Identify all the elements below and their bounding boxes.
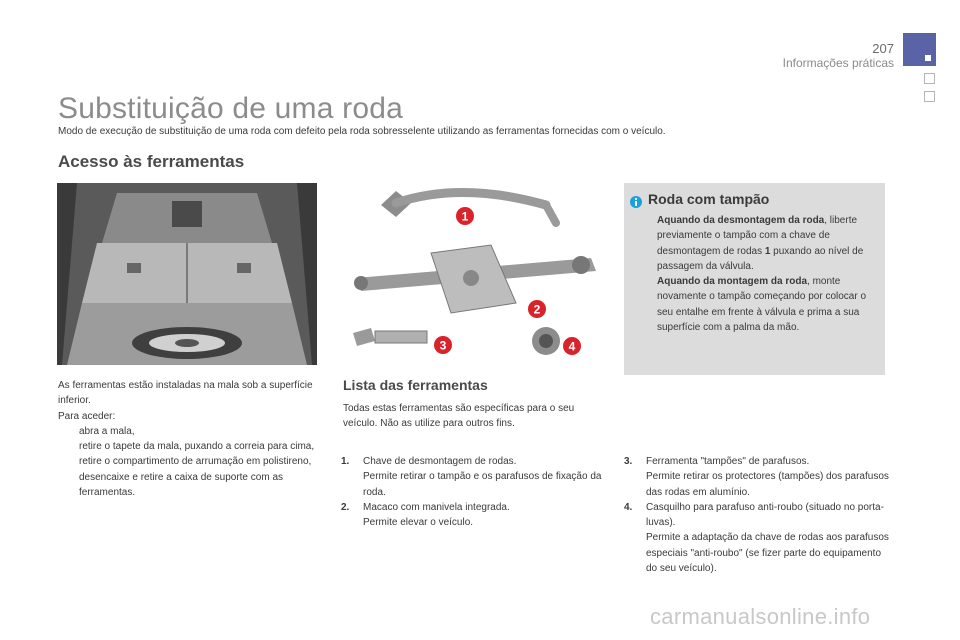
page-subtitle: Modo de execução de substituição de uma roda com defeito pela roda sobresselente utilizando as ferramentas fornecidas com o veículo.	[58, 126, 666, 137]
mount-text: , monte novamente o tampão começando por colocar o seu entalhe em frente à válvula e prima a sua superfície com a palma da mão.	[657, 276, 867, 334]
tools-list-column-1	[341, 454, 611, 530]
access-to-access: Para aceder:	[58, 410, 116, 422]
access-heading: Acesso às ferramentas	[58, 152, 245, 171]
callout-2-label: 2	[533, 302, 541, 317]
callout-4-label: 4	[568, 339, 576, 354]
info-box-body	[657, 213, 879, 335]
info-icon	[630, 195, 642, 207]
tools-list-column-2	[624, 454, 889, 576]
tool-item: 2. Macaco com manivela integrada. Permite elevar o veículo.	[341, 501, 510, 529]
page-title: Substituição de uma roda	[58, 92, 404, 125]
page-number: 207	[872, 41, 894, 56]
callout-2	[528, 300, 546, 318]
tools-heading: Lista das ferramentas	[343, 377, 488, 393]
access-step: abra a mala,	[79, 425, 135, 437]
mount-label: Aquando da montagem da roda	[657, 276, 808, 288]
section-label: Informações práticas	[782, 56, 894, 70]
tool-item: 4. Casquilho para parafuso anti-roubo (situado no porta-luvas). Permite a adaptação da chave de rodas aos parafusos especiais "anti-roubo" (se fizer parte do equipamento do seu veículo).	[624, 501, 889, 575]
callout-3-label: 3	[439, 338, 447, 353]
tools-intro: Todas estas ferramentas são específicas para o seu veículo. Não as utilize para outros fins.	[343, 403, 575, 430]
access-step: desencaixe e retire a caixa de suporte com as ferramentas.	[79, 471, 283, 499]
dismount-ref: 1	[764, 245, 771, 257]
callout-1	[456, 207, 474, 225]
dismount-label: Aquando da desmontagem da roda	[657, 215, 825, 226]
dismount-text-post: puxando ao nível de passagem da válvula.	[657, 245, 864, 272]
access-step: retire o tapete da mala, puxando a correia para cima,	[79, 441, 315, 453]
callout-1-label: 1	[461, 209, 469, 224]
watermark: carmanualsonline.info	[650, 604, 871, 629]
callout-3	[434, 336, 452, 354]
tool-item: 3. Ferramenta "tampões" de parafusos. Permite retirar os protectores (tampões) dos parafusos das rodas em alumínio.	[624, 456, 889, 498]
callout-4	[563, 337, 581, 355]
access-step: retire o compartimento de arrumação em polistireno,	[79, 456, 312, 468]
tool-item: 1. Chave de desmontagem de rodas. Permite retirar o tampão e os parafusos de fixação da roda.	[341, 456, 602, 498]
dismount-text-pre: , liberte previamente o tampão com a chave de desmontagem de rodas	[657, 215, 858, 257]
access-intro: As ferramentas estão instaladas na mala sob a superfície inferior.	[58, 380, 313, 407]
access-body	[58, 378, 320, 500]
info-box-title: Roda com tampão	[648, 191, 770, 207]
